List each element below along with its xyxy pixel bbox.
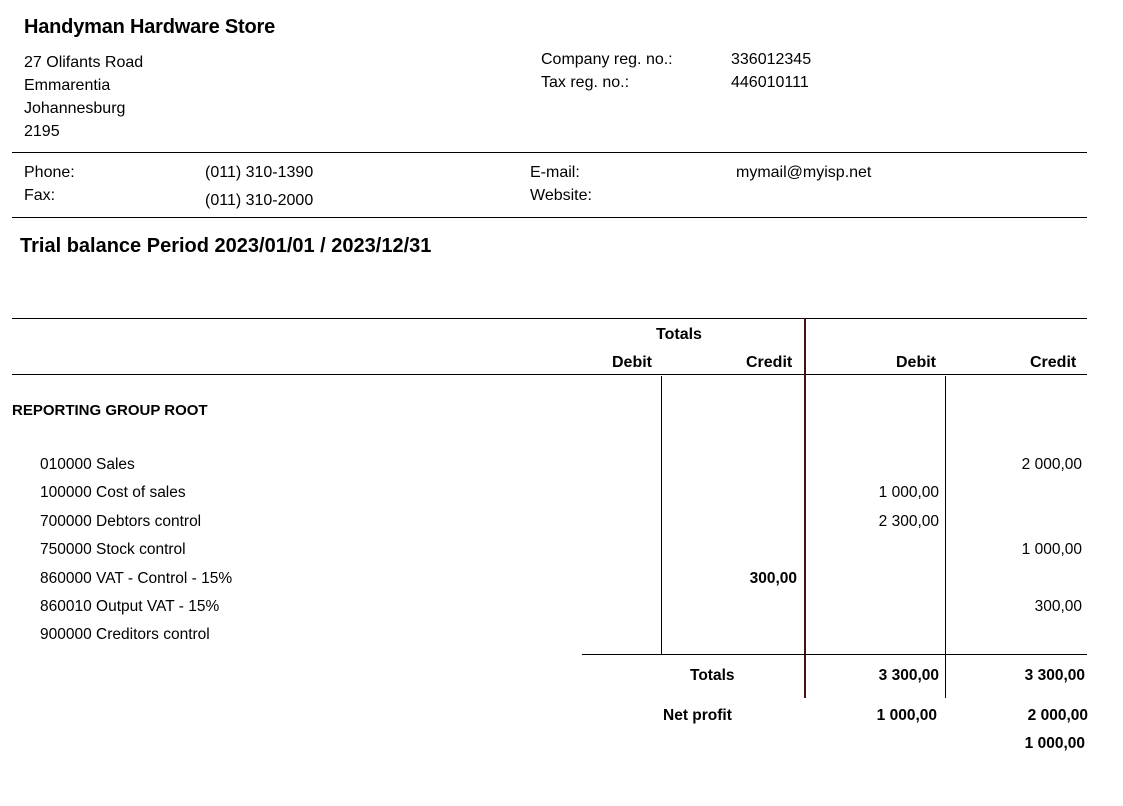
account-name: 100000 Cost of sales	[40, 484, 186, 501]
totals-label: Totals	[690, 667, 735, 684]
account-name: 860010 Output VAT - 15%	[40, 598, 220, 615]
account-name: 750000 Stock control	[40, 541, 186, 558]
totals-debit-credit-divider	[661, 376, 662, 654]
net-profit-credit: 2 000,00	[1027, 707, 1088, 724]
account-name: 860000 VAT - Control - 15%	[40, 570, 233, 587]
table-top-border	[12, 318, 1087, 319]
account-name: 700000 Debtors control	[40, 513, 202, 530]
totals-section-divider	[804, 318, 806, 698]
credit-header: Credit	[1030, 354, 1077, 371]
account-name: 900000 Creditors control	[40, 626, 210, 643]
net-profit-label: Net profit	[663, 707, 732, 724]
website-label: Website:	[530, 187, 592, 204]
totals-group-header: Totals	[656, 326, 702, 343]
email-label: E-mail:	[530, 164, 580, 181]
account-name: 010000 Sales	[40, 456, 135, 473]
totals-credit-value: 3 300,00	[1024, 667, 1085, 684]
debit-cell: 1 000,00	[878, 484, 939, 501]
fax-value: (011) 310-2000	[205, 192, 314, 209]
totals-debit-header: Debit	[612, 354, 652, 371]
company-reg-value: 336012345	[731, 51, 812, 68]
credit-cell: 2 000,00	[1021, 456, 1082, 473]
totals-debit-value: 3 300,00	[878, 667, 939, 684]
phone-label: Phone:	[24, 164, 75, 181]
reporting-group-label: REPORTING GROUP ROOT	[12, 402, 208, 419]
company-address	[24, 51, 143, 143]
phone-value: (011) 310-1390	[205, 164, 314, 181]
totals-credit-header: Credit	[746, 354, 793, 371]
header-divider-bottom	[12, 217, 1087, 218]
fax-label: Fax:	[24, 187, 56, 204]
address-line: 27 Olifants Road	[24, 54, 144, 71]
report-title: Trial balance Period 2023/01/01 / 2023/12/31	[20, 235, 432, 257]
email-value: mymail@myisp.net	[736, 164, 872, 181]
net-profit-debit: 1 000,00	[876, 707, 937, 724]
address-line: Johannesburg	[24, 100, 126, 117]
address-line: Emmarentia	[24, 77, 111, 94]
address-line: 2195	[24, 123, 60, 140]
totals-credit-cell: 300,00	[749, 570, 797, 587]
net-profit-result: 1 000,00	[1024, 735, 1085, 752]
debit-cell: 2 300,00	[878, 513, 939, 530]
debit-credit-divider	[945, 376, 946, 698]
tax-reg-value: 446010111	[731, 74, 809, 91]
credit-cell: 300,00	[1034, 598, 1082, 615]
totals-divider	[582, 654, 1087, 655]
table-header-divider	[12, 374, 1087, 375]
credit-cell: 1 000,00	[1021, 541, 1082, 558]
tax-reg-label: Tax reg. no.:	[541, 74, 630, 91]
company-name: Handyman Hardware Store	[24, 16, 276, 38]
company-reg-label: Company reg. no.:	[541, 51, 673, 68]
debit-header: Debit	[896, 354, 936, 371]
header-divider-top	[12, 152, 1087, 153]
